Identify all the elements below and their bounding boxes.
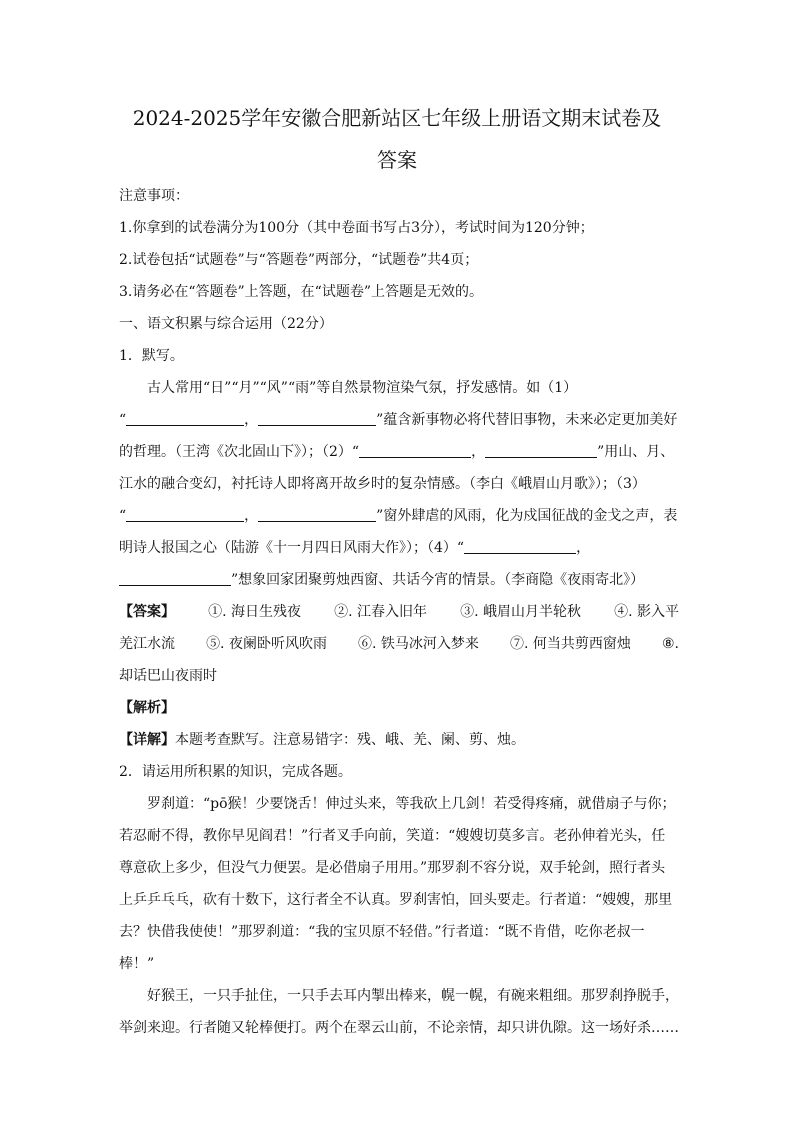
answer-item: ⑦. 何当共剪西窗烛 bbox=[510, 636, 631, 652]
document-title-continued: 答案 bbox=[377, 148, 417, 172]
notice-item-3: 3.请务必在“答题卷”上答题，在“试题卷”上答题是无效的。 bbox=[119, 284, 483, 300]
question-1-text: 古人常用“日”“月”“风”“雨”等自然景物渲染气氛，抒发感情。如（1） bbox=[147, 380, 578, 396]
answer-item: 羌江水流 bbox=[119, 636, 175, 652]
notice-heading: 注意事项： bbox=[119, 188, 189, 204]
text: 的哲理。（王湾《次北固山下》）；（2）“ bbox=[119, 444, 360, 460]
text: ， bbox=[244, 412, 259, 428]
question-1-line bbox=[119, 538, 679, 558]
answer-line-3: 却话巴山夜雨时 bbox=[119, 668, 217, 684]
passage-line: 罗刹道：“pō猴！少要饶舌！伸过头来，等我砍上几剑！若受得疼痛，就借扇子与你； bbox=[147, 796, 676, 812]
answer-item: ①. 海日生残夜 bbox=[208, 604, 301, 620]
passage-line: 去？快借我使使！”那罗刹道：“我的宝贝原不轻借。”行者道：“既不肯借，吃你老叔一 bbox=[119, 924, 645, 940]
passage-line: 尊意砍上多少，但没气力便罢。是必借扇子用用。”那罗刹不容分说，双手轮剑，照行者头 bbox=[119, 860, 666, 876]
text: 明诗人报国之心（陆游《十一月四日风雨大作》）；（4）“ bbox=[119, 540, 465, 556]
fill-blank-3 bbox=[359, 443, 471, 458]
answer-line-1 bbox=[119, 602, 679, 622]
passage-line: 上乒乒乓乓，砍有十数下，这行者全不认真。罗刹害怕，回头要走。行者道：“嫂嫂，那里 bbox=[119, 892, 673, 908]
answer-item: ⑤. 夜阑卧听风吹雨 bbox=[206, 636, 327, 652]
text: “ bbox=[119, 412, 127, 428]
text: “ bbox=[119, 508, 127, 524]
fill-blank-8 bbox=[119, 571, 231, 586]
question-1-line bbox=[119, 570, 679, 590]
fill-blank-2 bbox=[258, 411, 376, 426]
answer-line-2 bbox=[119, 634, 679, 654]
text: ， bbox=[471, 444, 486, 460]
analysis-label: 【解析】 bbox=[119, 700, 175, 716]
notice-item-2: 2.试卷包括“试题卷”与“答题卷”两部分，“试题卷”共4页； bbox=[119, 252, 479, 268]
text: ”想象回家团聚剪烛西窗、共话今宵的情景。（李商隐《夜雨寄北》） bbox=[231, 572, 645, 588]
answer-item: ⑥. 铁马冰河入梦来 bbox=[358, 636, 479, 652]
text: ”蕴含新事物必将代替旧事物，未来必定更加美好 bbox=[376, 412, 678, 428]
question-1-heading: 1．默写。 bbox=[119, 348, 184, 364]
text: ， bbox=[576, 540, 591, 556]
answer-label: 【答案】 bbox=[119, 604, 175, 620]
fill-blank-5 bbox=[126, 507, 244, 522]
passage-line: 棒！” bbox=[119, 956, 155, 972]
text: ”用山、月、 bbox=[597, 444, 675, 460]
question-1-line bbox=[119, 506, 679, 526]
detail-label: 【详解】 bbox=[119, 732, 175, 748]
question-1-line: 江水的融合变幻，衬托诗人即将离开故乡时的复杂情感。（李白《峨眉山月歌》）；（3） bbox=[119, 476, 646, 492]
fill-blank-6 bbox=[258, 507, 376, 522]
text: ， bbox=[244, 508, 259, 524]
answer-item: ③. 峨眉山月半轮秋 bbox=[460, 604, 581, 620]
answer-item: ②. 江春入旧年 bbox=[334, 604, 427, 620]
text: ”窗外肆虐的风雨，化为戍国征战的金戈之声，表 bbox=[376, 508, 678, 524]
fill-blank-1 bbox=[126, 411, 244, 426]
answer-item: ⑧. bbox=[661, 636, 679, 652]
notice-item-1: 1.你拿到的试卷满分为100分（其中卷面书写占3分），考试时间为120分钟； bbox=[119, 220, 594, 236]
fill-blank-7 bbox=[464, 539, 576, 554]
passage-line: 若忍耐不得，教你早见阎君！”行者叉手向前，笑道：“嫂嫂切莫多言。老孙伸着光头，任 bbox=[119, 828, 666, 844]
detail-text: 本题考查默写。注意易错字：残、峨、羌、阑、剪、烛。 bbox=[175, 732, 525, 748]
answer-item: ④. 影入平 bbox=[614, 604, 679, 620]
question-2-heading: 2．请运用所积累的知识，完成各题。 bbox=[119, 764, 352, 780]
passage-line: 举剑来迎。行者随又轮棒便打。两个在翠云山前，不论亲情，却只讲仇隙。这一场好杀…… bbox=[119, 1020, 679, 1036]
document-title: 2024-2025学年安徽合肥新站区七年级上册语文期末试卷及 bbox=[132, 106, 662, 130]
question-1-line bbox=[119, 442, 679, 462]
section-heading-1: 一、语文积累与综合运用（22分） bbox=[119, 316, 333, 332]
detail-line bbox=[119, 730, 679, 750]
passage-line: 好猴王，一只手扯住，一只手去耳内掣出棒来，幌一幌，有碗来粗细。那罗刹挣脱手， bbox=[147, 988, 679, 1004]
question-1-line bbox=[119, 410, 679, 430]
fill-blank-4 bbox=[485, 443, 597, 458]
